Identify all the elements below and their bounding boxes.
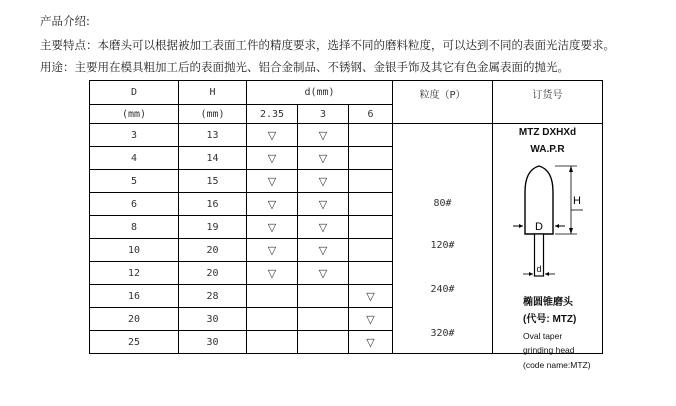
header-D-unit: (mm) [90, 105, 179, 124]
cell-d-6 [349, 193, 393, 216]
cell-D: 12 [90, 262, 179, 285]
cell-d-235: ▽ [247, 216, 298, 239]
cell-D: 20 [90, 308, 179, 331]
order-name-en-1: Oval taper [523, 331, 563, 341]
cell-d-235: ▽ [247, 193, 298, 216]
order-name-en-3: (code name:MTZ) [523, 360, 591, 370]
cell-d-3: ▽ [298, 239, 349, 262]
cell-d-6: ▽ [349, 308, 393, 331]
header-grit: 粒度（P） [393, 81, 493, 124]
cell-D: 6 [90, 193, 179, 216]
cell-d-235 [247, 331, 298, 354]
header-d-235: 2.35 [247, 105, 298, 124]
cell-D: 16 [90, 285, 179, 308]
cell-d-3: ▽ [298, 124, 349, 147]
cell-d-6: ▽ [349, 331, 393, 354]
cell-d-3 [298, 285, 349, 308]
intro-features: 主要特点：本磨头可以根据被加工表面工件的精度要求，选择不同的磨料粒度，可以达到不同的表面光洁度要求。 [40, 38, 615, 52]
cell-d-3: ▽ [298, 216, 349, 239]
spec-table [89, 80, 603, 370]
grit-value: 320# [430, 328, 455, 339]
cell-d-3: ▽ [298, 193, 349, 216]
cell-H: 28 [179, 285, 247, 308]
order-name-en-2: grinding head [523, 345, 575, 355]
cell-H: 14 [179, 147, 247, 170]
cell-d-235: ▽ [247, 239, 298, 262]
cell-d-3 [298, 308, 349, 331]
table-row [90, 124, 603, 147]
header-H: H [179, 81, 247, 105]
cell-D: 5 [90, 170, 179, 193]
cell-H: 20 [179, 262, 247, 285]
header-d: d(mm) [247, 81, 393, 105]
cell-d-235: ▽ [247, 262, 298, 285]
cell-d-3 [298, 331, 349, 354]
cell-d-6 [349, 262, 393, 285]
header-d-6: 6 [349, 105, 393, 124]
header-d-3: 3 [298, 105, 349, 124]
cell-D: 3 [90, 124, 179, 147]
dim-D-label: D [535, 221, 543, 233]
grit-value: 120# [430, 240, 455, 251]
cell-d-235 [247, 285, 298, 308]
oval-taper-grinding-head-diagram [513, 164, 593, 282]
cell-H: 19 [179, 216, 247, 239]
dim-H-label: H [573, 195, 581, 207]
cell-d-6 [349, 124, 393, 147]
header-order: 订货号 [493, 81, 603, 124]
cell-d-6 [349, 170, 393, 193]
order-code-line2: WA.P.R [530, 144, 565, 155]
cell-d-6 [349, 239, 393, 262]
grit-value: 240# [430, 284, 455, 295]
cell-d-6 [349, 147, 393, 170]
order-code-line1: MTZ DXHXd [518, 127, 577, 138]
cell-d-235: ▽ [247, 170, 298, 193]
header-H-unit: (mm) [179, 105, 247, 124]
cell-H: 20 [179, 239, 247, 262]
cell-d-3: ▽ [298, 147, 349, 170]
dim-d-label: d [536, 264, 542, 274]
header-D: D [90, 81, 179, 105]
grit-cell [393, 124, 493, 354]
cell-d-6: ▽ [349, 285, 393, 308]
cell-D: 25 [90, 331, 179, 354]
cell-d-6 [349, 216, 393, 239]
cell-d-3: ▽ [298, 170, 349, 193]
cell-H: 16 [179, 193, 247, 216]
cell-d-235: ▽ [247, 147, 298, 170]
cell-D: 10 [90, 239, 179, 262]
cell-H: 30 [179, 331, 247, 354]
cell-d-235: ▽ [247, 124, 298, 147]
order-code-cn: (代号: MTZ) [523, 314, 577, 325]
grit-value: 80# [433, 198, 452, 209]
intro-usage: 用途：主要用在模具粗加工后的表面抛光、铝合金制品、不锈钢、金银手饰及其它有色金属表面的抛光。 [40, 60, 569, 74]
cell-H: 13 [179, 124, 247, 147]
cell-H: 30 [179, 308, 247, 331]
cell-D: 4 [90, 147, 179, 170]
order-cell [493, 124, 603, 370]
order-name-cn: 椭圆锥磨头 [523, 297, 573, 308]
cell-D: 8 [90, 216, 179, 239]
cell-d-235 [247, 308, 298, 331]
intro-heading: 产品介绍: [40, 14, 90, 28]
cell-d-3: ▽ [298, 262, 349, 285]
cell-H: 15 [179, 170, 247, 193]
